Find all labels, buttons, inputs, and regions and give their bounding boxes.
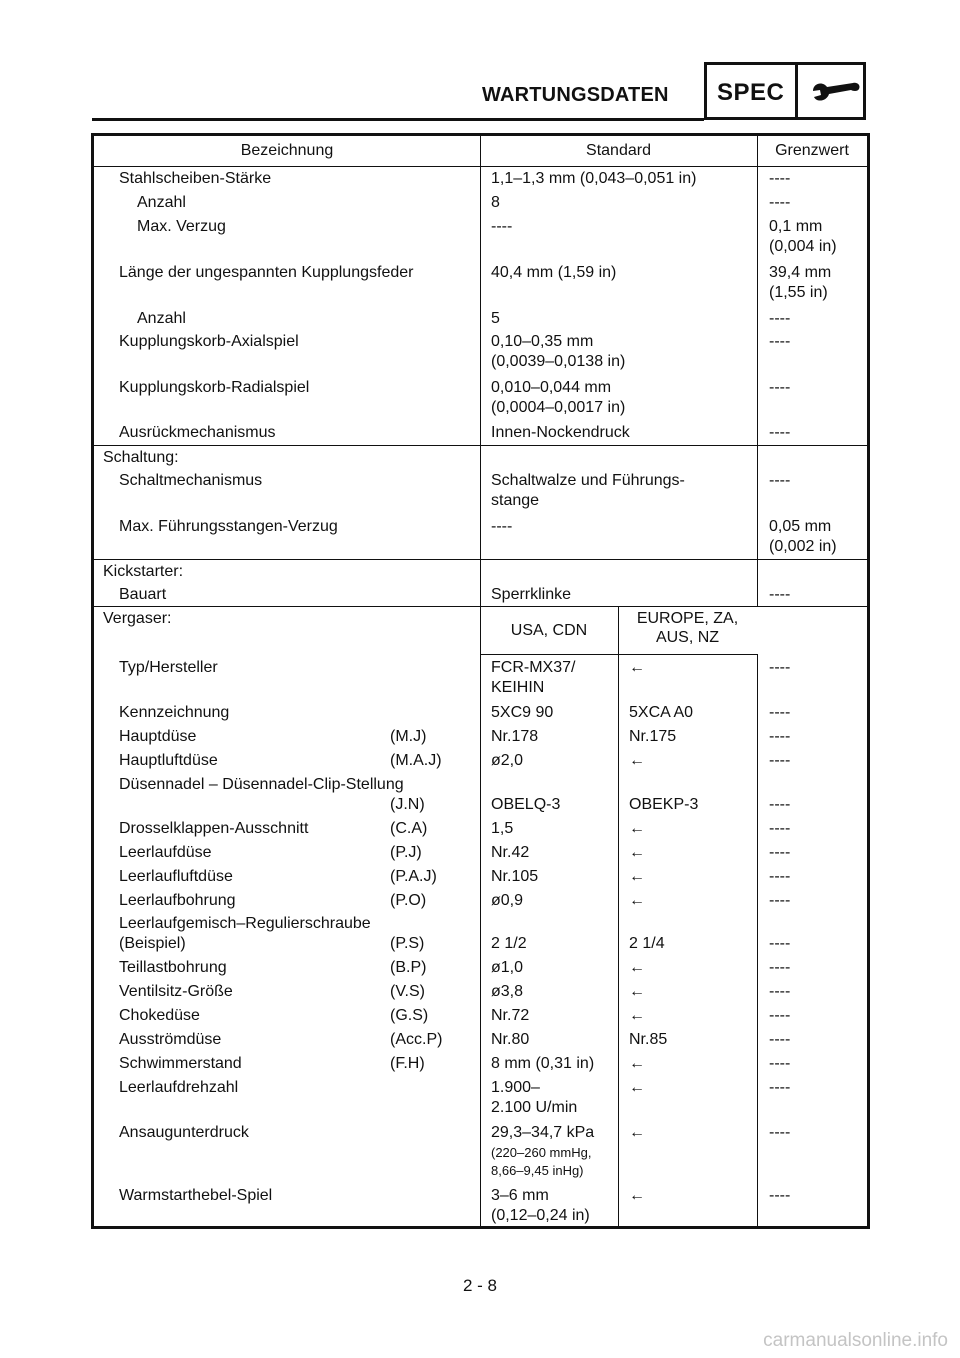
row-label: Max. Verzug: [137, 218, 226, 235]
row-standard: (0,0039–0,0138 in): [491, 353, 626, 370]
row-usa: 8 mm (0,31 in): [491, 1055, 595, 1072]
row-label: Warmstarthebel-Spiel: [119, 1187, 273, 1204]
row-usa: FCR-MX37/: [491, 659, 576, 676]
row-europe: ←: [629, 1187, 645, 1204]
row-limit: ----: [769, 1031, 791, 1048]
row-limit: ----: [769, 959, 791, 976]
row-standard: 1,1–1,3 mm (0,043–0,051 in): [491, 170, 697, 187]
row-label: Bauart: [119, 586, 167, 603]
row-standard: 0,010–0,044 mm: [491, 379, 612, 396]
row-limit: ----: [769, 1007, 791, 1024]
row-label: Leerlaufdüse: [119, 844, 212, 861]
row-standard: 0,10–0,35 mm: [491, 333, 594, 350]
row-code: (G.S): [390, 1007, 429, 1024]
row-limit: ----: [769, 1124, 791, 1141]
row-code: (C.A): [390, 820, 428, 837]
row-label: Teillastbohrung: [119, 959, 227, 976]
row-label: Schaltmechanismus: [119, 472, 263, 489]
column-header-bezeichnung: Bezeichnung: [240, 142, 334, 159]
row-usa: Nr.72: [491, 1007, 530, 1024]
row-label: Ausrückmechanismus: [119, 424, 276, 441]
watermark: carmanualsonline.info: [763, 1330, 948, 1351]
row-limit: ----: [769, 1187, 791, 1204]
row-limit: ----: [769, 892, 791, 909]
col-divider-1: [480, 136, 481, 1226]
row-europe: Nr.175: [629, 728, 677, 745]
row-europe: 2 1/4: [629, 935, 665, 952]
row-europe: ←: [629, 1007, 645, 1024]
row-europe: ←: [629, 868, 645, 885]
section-heading: Schaltung:: [103, 449, 179, 466]
row-code: (P.J): [390, 844, 422, 861]
row-europe: OBEKP-3: [629, 796, 699, 813]
section-heading: Vergaser:: [103, 610, 172, 627]
spec-box-divider: [795, 65, 798, 117]
col-divider-2: [757, 136, 758, 606]
row-label: Ausströmdüse: [119, 1031, 222, 1048]
row-usa: 29,3–34,7 kPa: [491, 1124, 595, 1141]
row-limit: ----: [769, 333, 791, 350]
row-limit: ----: [769, 310, 791, 327]
header-row-rule: [94, 166, 867, 167]
row-label: Hauptdüse: [119, 728, 197, 745]
row-code: (P.A.J): [390, 868, 437, 885]
row-usa: Nr.178: [491, 728, 539, 745]
row-limit: ----: [769, 659, 791, 676]
row-code: (M.J): [390, 728, 427, 745]
row-usa: 8,66–9,45 inHg): [491, 1163, 584, 1178]
row-standard: stange: [491, 492, 540, 509]
page-number: 2 - 8: [462, 1276, 498, 1295]
row-usa: 2.100 U/min: [491, 1099, 578, 1116]
row-europe: ←: [629, 1124, 645, 1141]
row-usa: 1,5: [491, 820, 514, 837]
column-header-grenzwert: Grenzwert: [775, 142, 849, 159]
row-label: Stahlscheiben-Stärke: [119, 170, 272, 187]
row-usa: 1.900–: [491, 1079, 540, 1096]
row-usa: Nr.42: [491, 844, 530, 861]
row-limit: ----: [769, 844, 791, 861]
row-standard: Sperrklinke: [491, 586, 572, 603]
row-label: Leerlaufdrehzahl: [119, 1079, 239, 1096]
wrench-icon: [807, 77, 863, 107]
row-usa: (0,12–0,24 in): [491, 1207, 590, 1224]
row-usa: Nr.105: [491, 868, 539, 885]
row-label: Schwimmerstand: [119, 1055, 242, 1072]
col-divider-2b: [757, 655, 758, 1226]
row-limit: 0,05 mm: [769, 518, 832, 535]
row-limit: ----: [769, 194, 791, 211]
row-europe: ←: [629, 983, 645, 1000]
row-usa: 2 1/2: [491, 935, 527, 952]
row-limit: ----: [769, 728, 791, 745]
row-europe: ←: [629, 959, 645, 976]
column-header-standard: Standard: [586, 142, 651, 159]
row-label: Anzahl: [137, 310, 186, 327]
maintenance-table: [91, 133, 870, 1229]
row-label: Typ/Hersteller: [119, 659, 218, 676]
row-limit: ----: [769, 1055, 791, 1072]
row-label: Anzahl: [137, 194, 186, 211]
spec-box: [704, 62, 866, 120]
row-limit: ----: [769, 170, 791, 187]
page-title: WARTUNGSDATEN: [482, 84, 669, 106]
row-usa: ø3,8: [491, 983, 524, 1000]
row-europe: ←: [629, 820, 645, 837]
row-label: Leerlaufluftdüse: [119, 868, 233, 885]
row-limit: ----: [769, 379, 791, 396]
section-rule-schaltung: [94, 445, 867, 446]
row-standard: (0,0004–0,0017 in): [491, 399, 626, 416]
row-limit: ----: [769, 752, 791, 769]
row-limit: ----: [769, 704, 791, 721]
row-limit: 39,4 mm: [769, 264, 832, 281]
row-usa: (220–260 mmHg,: [491, 1145, 592, 1160]
row-code: (M.A.J): [390, 752, 442, 769]
subheader-europe: EUROPE, ZA,: [636, 610, 739, 627]
row-label: (Beispiel): [119, 935, 186, 952]
row-usa: 3–6 mm: [491, 1187, 549, 1204]
row-standard: Schaltwalze und Führungs-: [491, 472, 685, 489]
row-code: (P.S): [390, 935, 425, 952]
row-usa: KEIHIN: [491, 679, 545, 696]
row-label: Kupplungskorb-Axialspiel: [119, 333, 299, 350]
subheader-europe: AUS, NZ: [655, 629, 720, 646]
row-label: Ventilsitz-Größe: [119, 983, 233, 1000]
row-limit: ----: [769, 796, 791, 813]
row-limit: ----: [769, 983, 791, 1000]
row-europe: Nr.85: [629, 1031, 668, 1048]
row-limit: ----: [769, 472, 791, 489]
row-europe: ←: [629, 1079, 645, 1096]
row-label: Drosselklappen-Ausschnitt: [119, 820, 309, 837]
row-europe: ←: [629, 844, 645, 861]
row-limit: ----: [769, 1079, 791, 1096]
row-standard: Innen-Nockendruck: [491, 424, 630, 441]
row-standard: 8: [491, 194, 500, 211]
row-limit: ----: [769, 935, 791, 952]
row-limit: ----: [769, 820, 791, 837]
row-label: Chokedüse: [119, 1007, 200, 1024]
row-usa: ø1,0: [491, 959, 524, 976]
row-europe: 5XCA A0: [629, 704, 694, 721]
row-usa: OBELQ-3: [491, 796, 561, 813]
row-europe: ←: [629, 752, 645, 769]
row-label: Hauptluftdüse: [119, 752, 218, 769]
row-label: Max. Führungsstangen-Verzug: [119, 518, 338, 535]
row-europe: ←: [629, 1055, 645, 1072]
row-usa: 5XC9 90: [491, 704, 554, 721]
row-label: Leerlaufbohrung: [119, 892, 236, 909]
row-label: Ansaugunterdruck: [119, 1124, 249, 1141]
subheader-usa-cdn: USA, CDN: [510, 622, 588, 639]
row-limit: (0,004 in): [769, 238, 837, 255]
row-europe: ←: [629, 892, 645, 909]
row-code: (F.H): [390, 1055, 425, 1072]
row-code: (B.P): [390, 959, 427, 976]
row-code: (Acc.P): [390, 1031, 443, 1048]
row-label: Kupplungskorb-Radialspiel: [119, 379, 310, 396]
row-standard: 5: [491, 310, 500, 327]
row-label: Leerlaufgemisch–Regulierschraube: [119, 915, 371, 932]
spec-label: SPEC: [717, 79, 785, 106]
row-limit: ----: [769, 424, 791, 441]
row-code: (J.N): [390, 796, 425, 813]
row-usa: ø2,0: [491, 752, 524, 769]
row-limit: ----: [769, 868, 791, 885]
row-label: Düsennadel – Düsennadel-Clip-Stellung: [119, 776, 404, 793]
row-europe: ←: [629, 659, 645, 676]
header-rule: [92, 118, 704, 121]
row-usa: ø0,9: [491, 892, 524, 909]
row-limit: ----: [769, 586, 791, 603]
row-label: Kennzeichnung: [119, 704, 230, 721]
vergaser-subheader-rule: [480, 654, 758, 655]
row-usa: Nr.80: [491, 1031, 530, 1048]
row-code: (V.S): [390, 983, 425, 1000]
row-limit: (0,002 in): [769, 538, 837, 555]
section-heading: Kickstarter:: [103, 563, 184, 580]
row-standard: ----: [491, 218, 513, 235]
row-label: Länge der ungespannten Kupplungsfeder: [119, 264, 414, 281]
row-limit: (1,55 in): [769, 284, 828, 301]
col-divider-vergaser: [618, 607, 619, 1226]
row-standard: ----: [491, 518, 513, 535]
section-rule-vergaser: [94, 606, 867, 607]
section-rule-kickstarter: [94, 559, 867, 560]
row-limit: 0,1 mm: [769, 218, 823, 235]
row-standard: 40,4 mm (1,59 in): [491, 264, 617, 281]
row-code: (P.O): [390, 892, 427, 909]
